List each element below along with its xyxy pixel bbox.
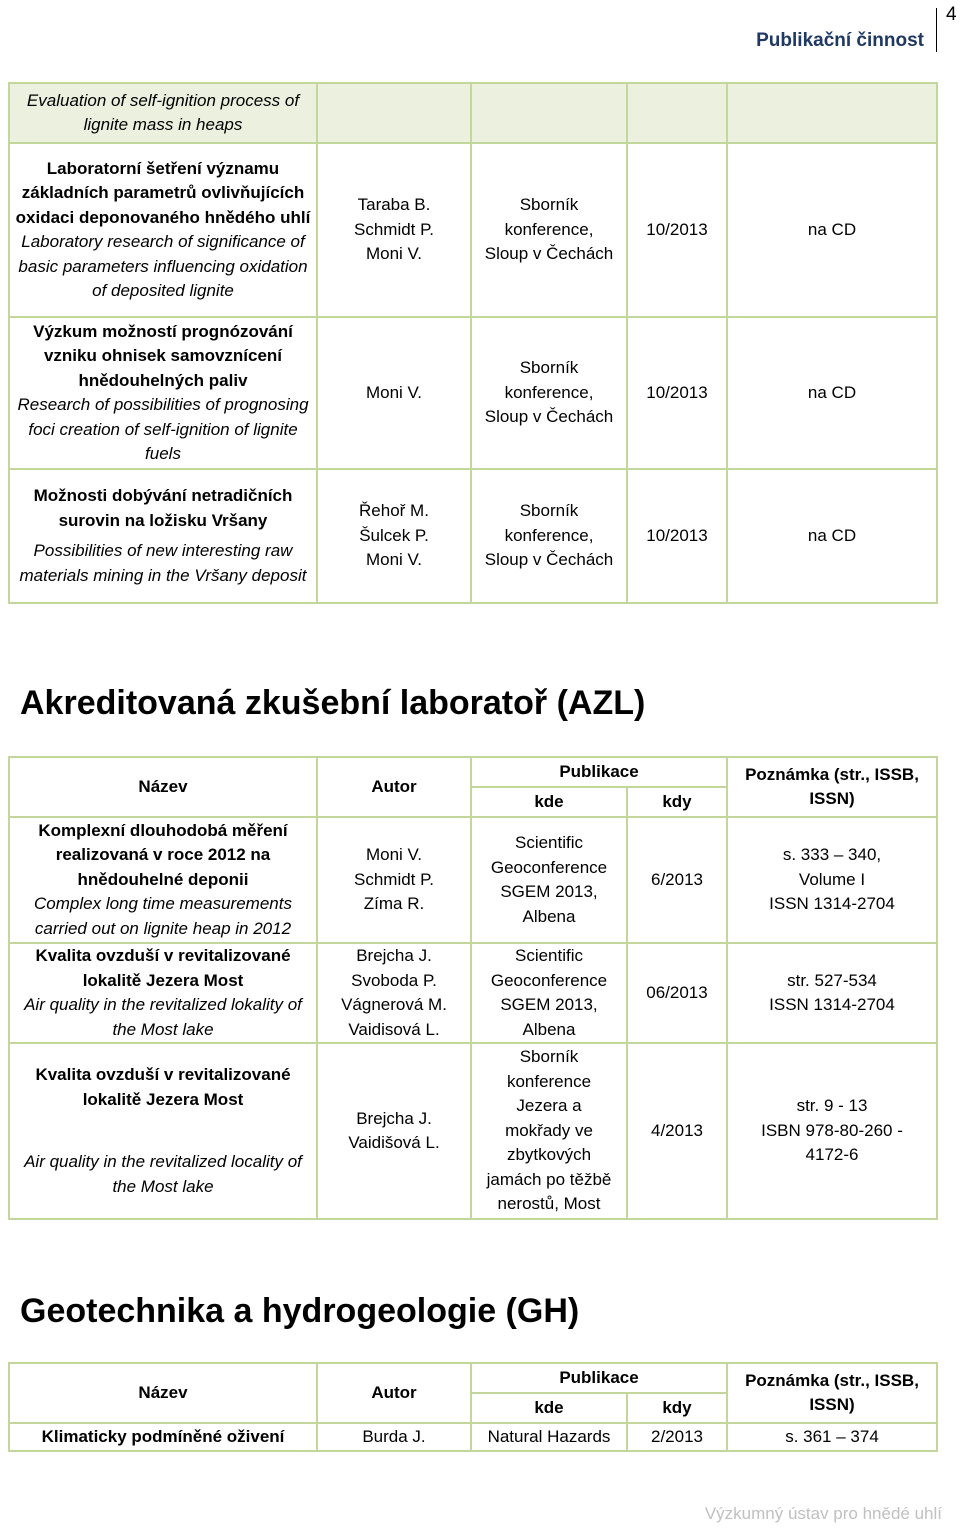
header-author: Autor <box>317 757 471 817</box>
title-english: Evaluation of self-ignition process of lignite mass in heaps <box>26 90 300 134</box>
author: Schmidt P. <box>353 869 434 889</box>
note-cell: na CD <box>727 469 937 603</box>
table-row <box>9 317 937 469</box>
note-line: ISBN 978-80-260 - <box>761 1120 903 1140</box>
title-cell <box>9 83 317 143</box>
author: Taraba B. <box>357 195 431 215</box>
table-row <box>9 1043 937 1219</box>
when-cell: 2/2013 <box>627 1423 727 1451</box>
title-cell <box>9 143 317 317</box>
table-row <box>9 83 937 143</box>
title-czech: Kvalita ovzduší v revitalizované lokalitě Jezera Most <box>35 946 291 990</box>
note-line: ISSN 1314-2704 <box>769 894 895 914</box>
authors-cell <box>317 469 471 603</box>
where-line: Geoconference <box>490 857 608 877</box>
when-cell: 10/2013 <box>627 317 727 469</box>
title-english: Air quality in the revitalized lokality of the Most lake <box>24 995 302 1039</box>
where-line: konference, <box>504 219 594 239</box>
table-row <box>9 143 937 317</box>
title-cell <box>9 817 317 943</box>
table-row <box>9 1423 937 1451</box>
title-cell <box>9 943 317 1043</box>
where-line: Albena <box>522 906 576 926</box>
where-cell <box>471 469 627 603</box>
title-cell <box>9 1043 317 1219</box>
where-line: mokřady ve <box>505 1120 593 1140</box>
where-cell <box>471 817 627 943</box>
note-line: s. 333 – 340, <box>782 845 882 865</box>
header-note: Poznámka (str., ISSB, ISSN) <box>727 757 937 817</box>
where-line: Scientific <box>514 833 584 852</box>
note-line: str. 527-534 <box>787 970 877 990</box>
author: Moni V. <box>365 550 423 570</box>
author: Brejcha J. <box>356 1108 432 1128</box>
header-publication: Publikace <box>471 757 727 787</box>
title-cell: Klimaticky podmíněné oživení <box>9 1423 317 1451</box>
when-cell: 06/2013 <box>627 943 727 1043</box>
note-line: ISSN 1314-2704 <box>769 995 895 1014</box>
where-line: Sloup v Čechách <box>484 550 614 570</box>
where-line: Albena <box>522 1019 576 1039</box>
where-line: Sborník <box>519 501 579 521</box>
publications-table-1 <box>8 82 938 604</box>
author: Schmidt P. <box>353 219 434 239</box>
table-row <box>9 817 937 943</box>
where-cell <box>471 1043 627 1219</box>
author: Vágnerová M. <box>341 995 447 1014</box>
when-cell: 4/2013 <box>627 1043 727 1219</box>
when-cell: 10/2013 <box>627 143 727 317</box>
author: Brejcha J. <box>356 946 432 965</box>
author: Vaidišová L. <box>348 1133 440 1152</box>
authors-cell <box>317 1043 471 1219</box>
title-czech: Laboratorní šetření významu základních parametrů ovlivňujících oxidaci deponovaného hnědého uhlí <box>15 158 311 227</box>
author: Vaidisová L. <box>348 1019 440 1039</box>
where-cell <box>471 943 627 1043</box>
note-cell <box>727 943 937 1043</box>
where-line: jamách po těžbě <box>486 1169 612 1189</box>
author: Řehoř M. <box>359 501 429 521</box>
where-line: Scientific <box>514 946 584 965</box>
note-line: 4172-6 <box>805 1145 859 1165</box>
note-cell <box>727 817 937 943</box>
author: Svoboda P. <box>351 970 437 990</box>
title-czech: Výzkum možností prognózování vzniku ohnisek samovznícení hnědouhelných paliv <box>33 321 293 390</box>
authors-cell <box>317 143 471 317</box>
publications-table-azl <box>8 756 938 1220</box>
where-line: Sloup v Čechách <box>484 407 614 427</box>
page-number: 4 <box>946 4 957 25</box>
header-note: Poznámka (str., ISSB, ISSN) <box>727 1363 937 1423</box>
author: Moni V. <box>365 382 423 402</box>
where-line: nerostů, Most <box>497 1194 601 1214</box>
where-line: Sborník <box>519 195 579 215</box>
header-divider <box>936 8 937 52</box>
author: Moni V. <box>365 244 423 264</box>
note-cell <box>727 1043 937 1219</box>
title-cell <box>9 469 317 603</box>
where-line: SGEM 2013, <box>500 882 598 901</box>
header-where: kde <box>471 787 627 817</box>
table-header-row <box>9 757 937 787</box>
note-cell: na CD <box>727 317 937 469</box>
title-english: Air quality in the revitalized locality of the Most lake <box>24 1152 302 1196</box>
title-english: Laboratory research of significance of basic parameters influencing oxidation of deposited lignite <box>18 232 308 300</box>
header-name: Název <box>9 1363 317 1423</box>
header-publication: Publikace <box>471 1363 727 1393</box>
title-cell <box>9 317 317 469</box>
author: Zíma R. <box>363 894 425 914</box>
header-where: kde <box>471 1393 627 1423</box>
title-english: Complex long time measurements carried out on lignite heap in 2012 <box>34 894 292 938</box>
where-line: SGEM 2013, <box>500 995 598 1014</box>
header-author: Autor <box>317 1363 471 1423</box>
note-cell: s. 361 – 374 <box>727 1423 937 1451</box>
note-line: Volume I <box>798 869 866 889</box>
table-header-row <box>9 1363 937 1393</box>
where-line: zbytkových <box>506 1145 592 1165</box>
where-line: Jezera a <box>516 1096 582 1116</box>
author: Moni V. <box>365 845 423 865</box>
table-row <box>9 469 937 603</box>
where-cell: Natural Hazards <box>471 1423 627 1451</box>
table-row <box>9 943 937 1043</box>
where-cell <box>471 143 627 317</box>
note-line: str. 9 - 13 <box>796 1096 868 1116</box>
header-name: Název <box>9 757 317 817</box>
where-line: konference, <box>504 525 594 545</box>
note-cell: na CD <box>727 143 937 317</box>
title-czech: Komplexní dlouhodobá měření realizovaná v roce 2012 na hnědouhelné deponii <box>38 820 288 889</box>
section-heading-gh: Geotechnika a hydrogeologie (GH) <box>20 1292 580 1330</box>
title-czech: Kvalita ovzduší v revitalizované lokalitě Jezera Most <box>35 1065 291 1109</box>
publications-table-gh <box>8 1362 938 1452</box>
when-cell: 6/2013 <box>627 817 727 943</box>
where-line: Sloup v Čechách <box>484 244 614 264</box>
where-line: Geoconference <box>490 970 608 990</box>
where-line: Sborník <box>519 1047 579 1067</box>
authors-cell <box>317 817 471 943</box>
section-heading-azl: Akreditovaná zkušební laboratoř (AZL) <box>20 684 646 722</box>
header-when: kdy <box>627 787 727 817</box>
author: Šulcek P. <box>359 525 429 545</box>
title-czech: Možnosti dobývání netradičních surovin na ložisku Vršany <box>33 486 293 530</box>
where-line: Sborník <box>519 358 579 378</box>
title-english: Research of possibilities of prognosing foci creation of self-ignition of lignite fuels <box>17 395 309 463</box>
running-header-title: Publikační činnost <box>756 30 924 51</box>
where-line: konference <box>506 1071 592 1091</box>
page-footer: Výzkumný ústav pro hnědé uhlí <box>704 1504 942 1523</box>
author-cell: Burda J. <box>317 1423 471 1451</box>
authors-cell <box>317 943 471 1043</box>
header-when: kdy <box>627 1393 727 1423</box>
title-english: Possibilities of new interesting raw materials mining in the Vršany deposit <box>19 541 307 585</box>
authors-cell <box>317 317 471 469</box>
where-line: konference, <box>504 382 594 402</box>
where-cell <box>471 317 627 469</box>
when-cell: 10/2013 <box>627 469 727 603</box>
